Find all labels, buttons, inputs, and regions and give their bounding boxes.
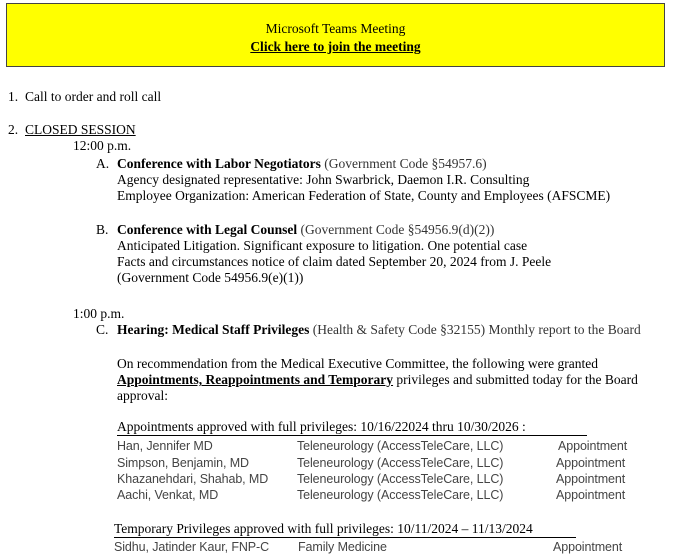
item-1-number: 1. [8, 89, 19, 104]
item-c-heading [117, 322, 641, 338]
item-b-line-1: Anticipated Litigation. Significant exposure to litigation. One potential case [117, 238, 528, 253]
privileges-rest: privileges and submitted today for the Board [393, 372, 638, 387]
item-b-line-3: (Government Code 54956.9(e)(1)) [117, 270, 304, 285]
closed-session-heading: CLOSED SESSION [25, 122, 136, 137]
join-meeting-link[interactable]: Click here to join the meeting [250, 39, 421, 54]
appointment-row-3-type: Appointment [556, 472, 626, 486]
item-c-title: Hearing: Medical Staff Privileges [117, 322, 310, 337]
appointment-row-2-type: Appointment [556, 456, 626, 470]
item-b-line-2: Facts and circumstances notice of claim dated September 20, 2024 from J. Peele [117, 254, 552, 269]
item-a-letter: A. [96, 156, 110, 171]
temporary-row-1-type: Appointment [553, 540, 623, 554]
appointment-row-3-specialty: Teleneurology (AccessTeleCare, LLC) [297, 472, 504, 486]
temporary-header-underline [114, 537, 576, 538]
temporary-row-1-name: Sidhu, Jatinder Kaur, FNP-C [114, 540, 270, 554]
time-12pm: 12:00 p.m. [73, 138, 132, 153]
item-2-number: 2. [8, 122, 19, 137]
item-c-letter: C. [96, 322, 109, 337]
item-c-paragraph-line-2 [117, 372, 638, 388]
item-a-line-1: Agency designated representative: John Swarbrick, Daemon I.R. Consulting [117, 172, 530, 187]
temporary-row-1-specialty: Family Medicine [298, 540, 387, 554]
item-b-title: Conference with Legal Counsel [117, 222, 298, 237]
appointment-row-4-specialty: Teleneurology (AccessTeleCare, LLC) [297, 488, 504, 502]
appointments-header: Appointments approved with full privileges: 10/16/22024 thru 10/30/2026 : [117, 419, 526, 434]
time-1pm: 1:00 p.m. [73, 306, 125, 321]
banner-title: Microsoft Teams Meeting [265, 21, 406, 36]
temporary-privileges-header: Temporary Privileges approved with full privileges: 10/11/2024 – 11/13/2024 [114, 521, 533, 536]
appointment-row-1-name: Han, Jennifer MD [117, 439, 213, 453]
item-b-code: (Government Code §54956.9(d)(2)) [297, 222, 495, 237]
appointment-row-4-type: Appointment [556, 488, 626, 502]
item-c-code: (Health & Safety Code §32155) Monthly report to the Board [309, 322, 641, 337]
item-a-line-2: Employee Organization: American Federation of State, County and Employees (AFSCME) [117, 188, 611, 203]
item-a-heading [117, 156, 487, 172]
appointment-row-1-type: Appointment [558, 439, 628, 453]
appointment-row-3-name: Khazanehdari, Shahab, MD [117, 472, 269, 486]
teams-meeting-banner [6, 3, 665, 67]
item-a-title: Conference with Labor Negotiators [117, 156, 321, 171]
appointment-row-2-name: Simpson, Benjamin, MD [117, 456, 249, 470]
appointment-row-1-specialty: Teleneurology (AccessTeleCare, LLC) [297, 439, 504, 453]
item-c-paragraph-line-1: On recommendation from the Medical Executive Committee, the following were granted [117, 356, 598, 371]
appointment-row-2-specialty: Teleneurology (AccessTeleCare, LLC) [297, 456, 504, 470]
appointment-row-4-name: Aachi, Venkat, MD [117, 488, 219, 502]
appointments-header-underline [117, 435, 587, 436]
item-b-letter: B. [96, 222, 109, 237]
item-c-paragraph-line-3: approval: [117, 388, 168, 403]
item-1-text: Call to order and roll call [25, 89, 162, 104]
privileges-types: Appointments, Reappointments and Temporary [117, 372, 394, 387]
item-a-code: (Government Code §54957.6) [320, 156, 487, 171]
item-b-heading [117, 222, 494, 238]
